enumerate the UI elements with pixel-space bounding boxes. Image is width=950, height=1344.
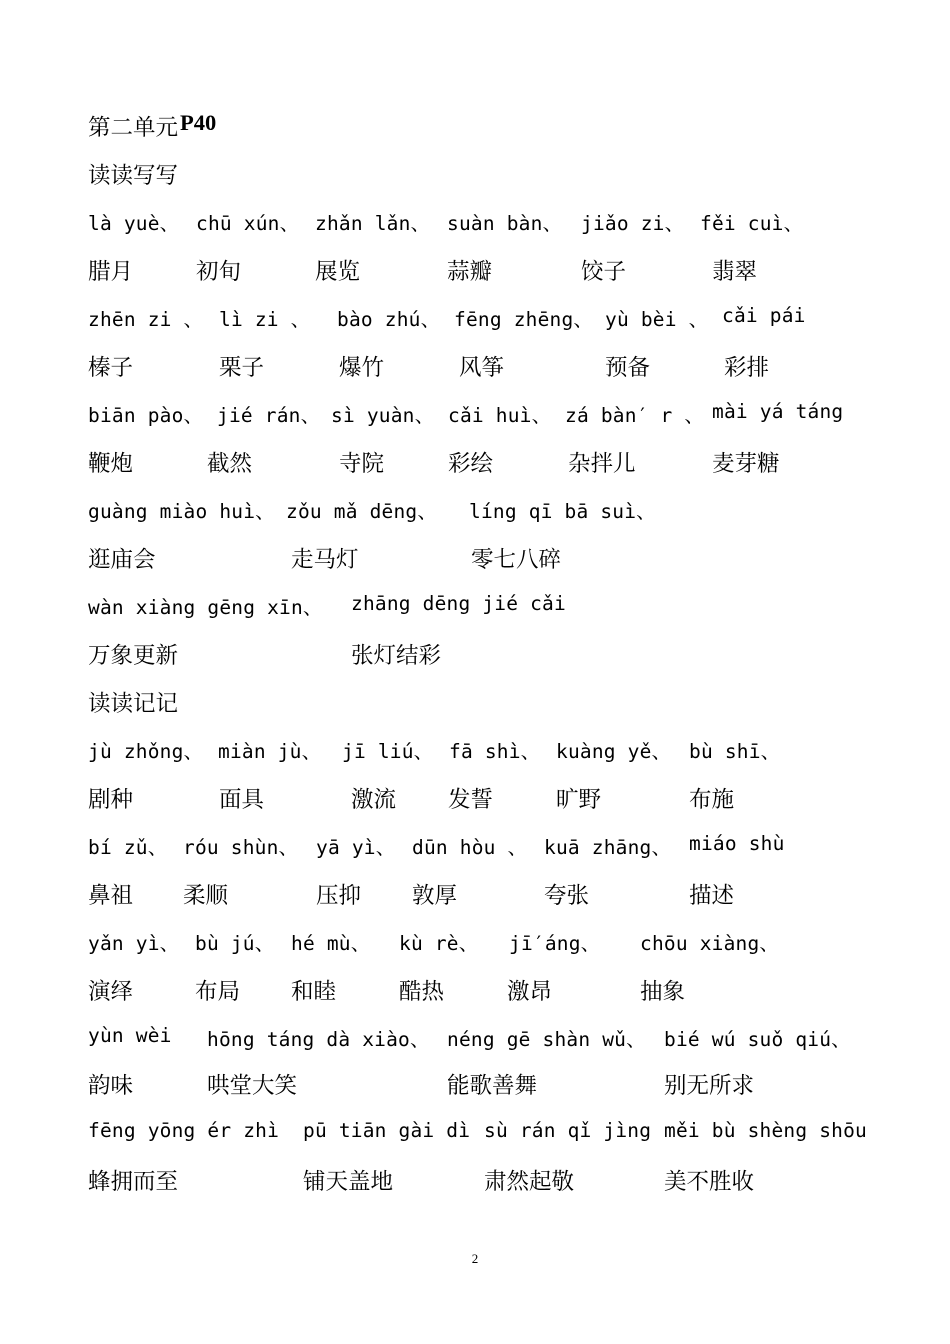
pinyin-word: kù rè、 xyxy=(399,932,479,955)
hanzi-word: 哄堂大笑 xyxy=(207,1073,298,1099)
hanzi-row xyxy=(88,446,910,476)
hanzi-word: 初旬 xyxy=(196,259,242,285)
hanzi-word: 柔顺 xyxy=(183,883,229,909)
pinyin-word: yù bèi 、 xyxy=(605,308,709,331)
pinyin-word: zhāng dēng jié cǎi xyxy=(351,592,566,615)
pinyin-word: hé mù、 xyxy=(291,932,371,955)
hanzi-word: 抽象 xyxy=(640,979,686,1005)
hanzi-row xyxy=(88,782,910,812)
hanzi-row xyxy=(88,638,910,668)
hanzi-word: 展览 xyxy=(315,259,361,285)
hanzi-word: 蒜瓣 xyxy=(447,259,493,285)
hanzi-word: 能歌善舞 xyxy=(447,1073,538,1099)
hanzi-word: 鞭炮 xyxy=(88,451,134,477)
hanzi-word: 彩绘 xyxy=(448,451,494,477)
pinyin-row xyxy=(88,208,910,238)
pinyin-word: miàn jù、 xyxy=(218,740,322,763)
hanzi-row xyxy=(88,974,910,1004)
pinyin-word: wàn xiàng gēng xīn、 xyxy=(88,596,323,619)
hanzi-word: 布施 xyxy=(689,787,735,813)
hanzi-word: 敦厚 xyxy=(412,883,458,909)
pinyin-word: jié rán、 xyxy=(217,404,321,427)
pinyin-word: dūn hòu 、 xyxy=(412,836,528,859)
pinyin-word: zǒu mǎ dēng、 xyxy=(286,500,438,523)
hanzi-word: 酷热 xyxy=(399,979,445,1005)
pinyin-word: lì zi 、 xyxy=(219,308,311,331)
hanzi-word: 发誓 xyxy=(448,787,494,813)
hanzi-word: 韵味 xyxy=(88,1073,134,1099)
pinyin-word: là yuè、 xyxy=(88,212,180,235)
pinyin-word: jī liú、 xyxy=(342,740,434,763)
page-title xyxy=(88,110,910,140)
hanzi-word: 杂拌儿 xyxy=(568,451,636,477)
hanzi-word: 张灯结彩 xyxy=(351,643,442,669)
hanzi-word: 肃然起敬 xyxy=(484,1169,575,1195)
pinyin-word: bù shī、 xyxy=(689,740,781,763)
hanzi-word: 截然 xyxy=(207,451,253,477)
pinyin-word: cǎi huì、 xyxy=(448,404,552,427)
hanzi-row xyxy=(88,878,910,908)
pinyin-word: líng qī bā suì、 xyxy=(469,500,656,523)
pinyin-row xyxy=(88,400,910,430)
pinyin-word: fēng zhēng、 xyxy=(454,308,594,331)
pinyin-word: zá bàn′ r 、 xyxy=(565,404,705,427)
hanzi-word: 旷野 xyxy=(556,787,602,813)
hanzi-word: 走马灯 xyxy=(291,547,359,573)
hanzi-word: 翡翠 xyxy=(712,259,758,285)
pinyin-word: pū tiān gài dì xyxy=(303,1119,471,1142)
hanzi-word: 彩排 xyxy=(724,355,770,381)
hanzi-word: 栗子 xyxy=(219,355,265,381)
pinyin-word: yùn wèi xyxy=(88,1024,172,1047)
pinyin-word: néng gē shàn wǔ、 xyxy=(447,1028,646,1051)
hanzi-word: 演绎 xyxy=(88,979,134,1005)
pinyin-word: hōng táng dà xiào、 xyxy=(207,1028,430,1051)
pinyin-row xyxy=(88,736,910,766)
hanzi-word: 激昂 xyxy=(507,979,553,1005)
hanzi-word: 爆竹 xyxy=(339,355,385,381)
hanzi-word: 逛庙会 xyxy=(88,547,156,573)
pinyin-word: mài yá táng xyxy=(712,400,844,423)
hanzi-word: 蜂拥而至 xyxy=(88,1169,179,1195)
hanzi-word: 别无所求 xyxy=(664,1073,755,1099)
hanzi-word: 腊月 xyxy=(88,259,134,285)
pinyin-row xyxy=(88,1119,910,1149)
pinyin-word: yā yì、 xyxy=(316,836,396,859)
hanzi-word: 压抑 xyxy=(316,883,362,909)
hanzi-word: 铺天盖地 xyxy=(303,1169,394,1195)
hanzi-word: 万象更新 xyxy=(88,643,179,669)
pinyin-word: róu shùn、 xyxy=(183,836,299,859)
pinyin-word: suàn bàn、 xyxy=(447,212,563,235)
page-number: 2 xyxy=(471,1251,479,1266)
pinyin-word: yǎn yì、 xyxy=(88,932,180,955)
pinyin-word: měi bù shèng shōu xyxy=(664,1119,867,1142)
pinyin-word: biān pào、 xyxy=(88,404,204,427)
pinyin-word: chū xún、 xyxy=(196,212,300,235)
hanzi-word: 榛子 xyxy=(88,355,134,381)
pinyin-row xyxy=(88,592,910,622)
pinyin-word: bù jú、 xyxy=(195,932,275,955)
pinyin-row xyxy=(88,304,910,334)
pinyin-word: jiǎo zi、 xyxy=(581,212,685,235)
pinyin-word: zhēn zi 、 xyxy=(88,308,204,331)
section-heading: 读读记记 xyxy=(88,691,179,717)
pinyin-word: kuàng yě、 xyxy=(556,740,672,763)
hanzi-row xyxy=(88,542,910,572)
hanzi-word: 面具 xyxy=(219,787,265,813)
pinyin-word: sì yuàn、 xyxy=(331,404,435,427)
hanzi-word: 麦芽糖 xyxy=(712,451,780,477)
hanzi-word: 夸张 xyxy=(544,883,590,909)
pinyin-word: guàng miào huì、 xyxy=(88,500,275,523)
hanzi-word: 美不胜收 xyxy=(664,1169,755,1195)
page-reference: P40 xyxy=(180,110,217,135)
pinyin-row xyxy=(88,496,910,526)
hanzi-word: 零七八碎 xyxy=(471,547,562,573)
hanzi-row xyxy=(88,350,910,380)
pinyin-word: jī′áng、 xyxy=(509,932,601,955)
pinyin-row xyxy=(88,1024,910,1054)
unit-title: 第二单元 xyxy=(88,115,179,141)
hanzi-word: 和睦 xyxy=(291,979,337,1005)
pinyin-row xyxy=(88,928,910,958)
pinyin-word: bí zǔ、 xyxy=(88,836,168,859)
pinyin-word: bào zhú、 xyxy=(337,308,441,331)
pinyin-word: fā shì、 xyxy=(449,740,541,763)
pinyin-word: chōu xiàng、 xyxy=(640,932,780,955)
pinyin-word: kuā zhāng、 xyxy=(544,836,672,859)
hanzi-row xyxy=(88,254,910,284)
hanzi-word: 风筝 xyxy=(459,355,505,381)
pinyin-word: bié wú suǒ qiú、 xyxy=(664,1028,851,1051)
pinyin-word: jù zhǒng、 xyxy=(88,740,204,763)
hanzi-word: 寺院 xyxy=(339,451,385,477)
pinyin-row xyxy=(88,832,910,862)
pinyin-word: miáo shù xyxy=(689,832,785,855)
section-heading: 读读写写 xyxy=(88,163,179,189)
hanzi-row xyxy=(88,1068,910,1098)
hanzi-word: 饺子 xyxy=(581,259,627,285)
pinyin-word: fěi cuì、 xyxy=(700,212,804,235)
hanzi-word: 激流 xyxy=(351,787,397,813)
pinyin-word: cǎi pái xyxy=(722,304,806,327)
hanzi-word: 预备 xyxy=(605,355,651,381)
hanzi-word: 鼻祖 xyxy=(88,883,134,909)
hanzi-row xyxy=(88,1164,910,1194)
pinyin-word: sù rán qǐ jìng xyxy=(484,1119,652,1142)
hanzi-word: 剧种 xyxy=(88,787,134,813)
pinyin-word: zhǎn lǎn、 xyxy=(315,212,431,235)
hanzi-word: 布局 xyxy=(195,979,241,1005)
hanzi-word: 描述 xyxy=(689,883,735,909)
pinyin-word: fēng yōng ér zhì xyxy=(88,1119,280,1142)
